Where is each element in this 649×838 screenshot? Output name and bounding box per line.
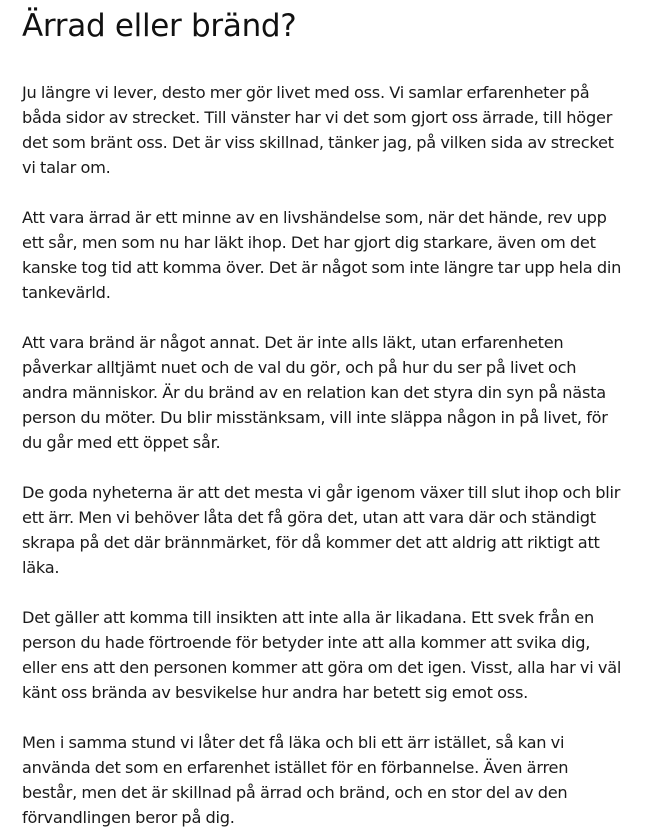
paragraph-line: förvandlingen beror på dig. — [22, 808, 235, 827]
paragraph-line: skrapa på det där brännmärket, för då kommer det att aldrig att riktigt att — [22, 533, 600, 552]
paragraph-line: kanske tog tid att komma över. Det är något som inte längre tar upp hela din — [22, 258, 622, 277]
paragraph-6 — [22, 730, 642, 830]
paragraph-line: ett sår, men som nu har läkt ihop. Det har gjort dig starkare, även om det — [22, 233, 596, 252]
paragraph-line: båda sidor av strecket. Till vänster har vi det som gjort oss ärrade, till höger — [22, 108, 613, 127]
paragraph-line: andra människor. Är du bränd av en relation kan det styra din syn på nästa — [22, 383, 606, 402]
paragraph-line: person du hade förtroende för betyder inte att alla kommer att svika dig, — [22, 633, 591, 652]
article-title: Ärrad eller bränd? — [22, 8, 297, 44]
paragraph-line: Men i samma stund vi låter det få läka och bli ett ärr istället, så kan vi — [22, 733, 565, 752]
paragraph-4 — [22, 480, 642, 580]
paragraph-line: vi talar om. — [22, 158, 111, 177]
paragraph-line: De goda nyheterna är att det mesta vi går igenom växer till slut ihop och blir — [22, 483, 621, 502]
paragraph-line: påverkar alltjämt nuet och de val du gör, och på hur du ser på livet och — [22, 358, 577, 377]
paragraph-line: person du möter. Du blir misstänksam, vill inte släppa någon in på livet, för — [22, 408, 608, 427]
paragraph-line: eller ens att den personen kommer att göra om det igen. Visst, alla har vi väl — [22, 658, 622, 677]
paragraph-line: tankevärld. — [22, 283, 111, 302]
paragraph-line: Ju längre vi lever, desto mer gör livet med oss. Vi samlar erfarenheter på — [22, 83, 590, 102]
paragraph-line: Det gäller att komma till insikten att inte alla är likadana. Ett svek från en — [22, 608, 594, 627]
paragraph-line: känt oss brända av besvikelse hur andra har betett sig emot oss. — [22, 683, 529, 702]
paragraph-line: består, men det är skillnad på ärrad och bränd, och en stor del av den — [22, 783, 568, 802]
paragraph-line: ett ärr. Men vi behöver låta det få göra det, utan att vara där och ständigt — [22, 508, 596, 527]
paragraph-line: Att vara bränd är något annat. Det är inte alls läkt, utan erfarenheten — [22, 333, 564, 352]
paragraph-line: Att vara ärrad är ett minne av en livshändelse som, när det hände, rev upp — [22, 208, 607, 227]
paragraph-line: du går med ett öppet sår. — [22, 433, 221, 452]
paragraph-line: läka. — [22, 558, 60, 577]
paragraph-line: det som bränt oss. Det är viss skillnad, tänker jag, på vilken sida av strecket — [22, 133, 614, 152]
paragraph-3 — [22, 330, 642, 455]
paragraph-5 — [22, 605, 642, 705]
paragraph-1 — [22, 80, 642, 180]
article-body — [22, 80, 642, 830]
paragraph-2 — [22, 205, 642, 305]
paragraph-line: använda det som en erfarenhet istället för en förbannelse. Även ärren — [22, 758, 569, 777]
